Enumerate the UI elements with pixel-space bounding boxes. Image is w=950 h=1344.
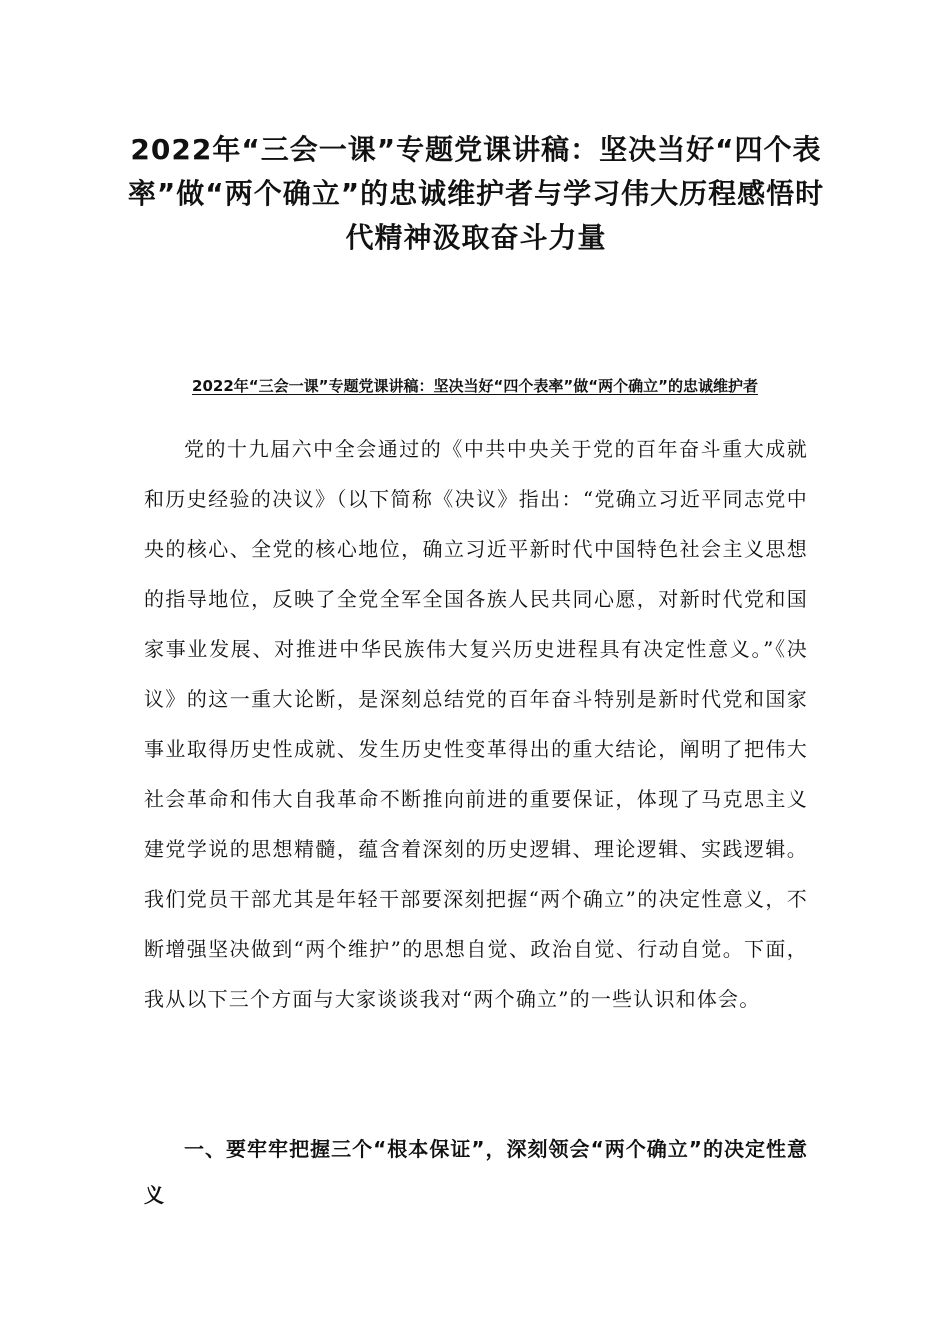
document-title: 2022年“三会一课”专题党课讲稿：坚决当好“四个表率”做“两个确立”的忠诚维护者与学习伟大历程感悟时代精神汲取奋斗力量 (127, 133, 825, 254)
section-heading-one: 一、要牢牢把握三个“根本保证”，深刻领会“两个确立”的决定性意义 (144, 1137, 808, 1207)
body-paragraph: 党的十九届六中全会通过的《中共中央关于党的百年奋斗重大成就和历史经验的决议》（以下简称《决议》指出：“党确立习近平同志党中央的核心、全党的核心地位，确立习近平新时代中国特色社会主义思想的指导地位，反映了全党全军全国各族人民共同心愿，对新时代党和国家事业发展、对推进中华民族伟大复兴历史进程具有决定性意义。”《决议》的这一重大论断，是深刻总结党的百年奋斗特别是新时代党和国家事业取得历史性成就、发生历史性变革得出的重大结论，阐明了把伟大社会革命和伟大自我革命不断推向前进的重要保证，体现了马克思主义建党学说的思想精髓，蕴含着深刻的历史逻辑、理论逻辑、实践逻辑。我们党员干部尤其是年轻干部要深刻把握“两个确立”的决定性意义，不断增强坚决做到“两个维护”的思想自觉、政治自觉、行动自觉。下面，我从以下三个方面与大家谈谈我对“两个确立”的一些认识和体会。 (144, 437, 808, 1011)
section-title: 2022年“三会一课”专题党课讲稿：坚决当好“四个表率”做“两个确立”的忠诚维护者 (192, 377, 758, 395)
